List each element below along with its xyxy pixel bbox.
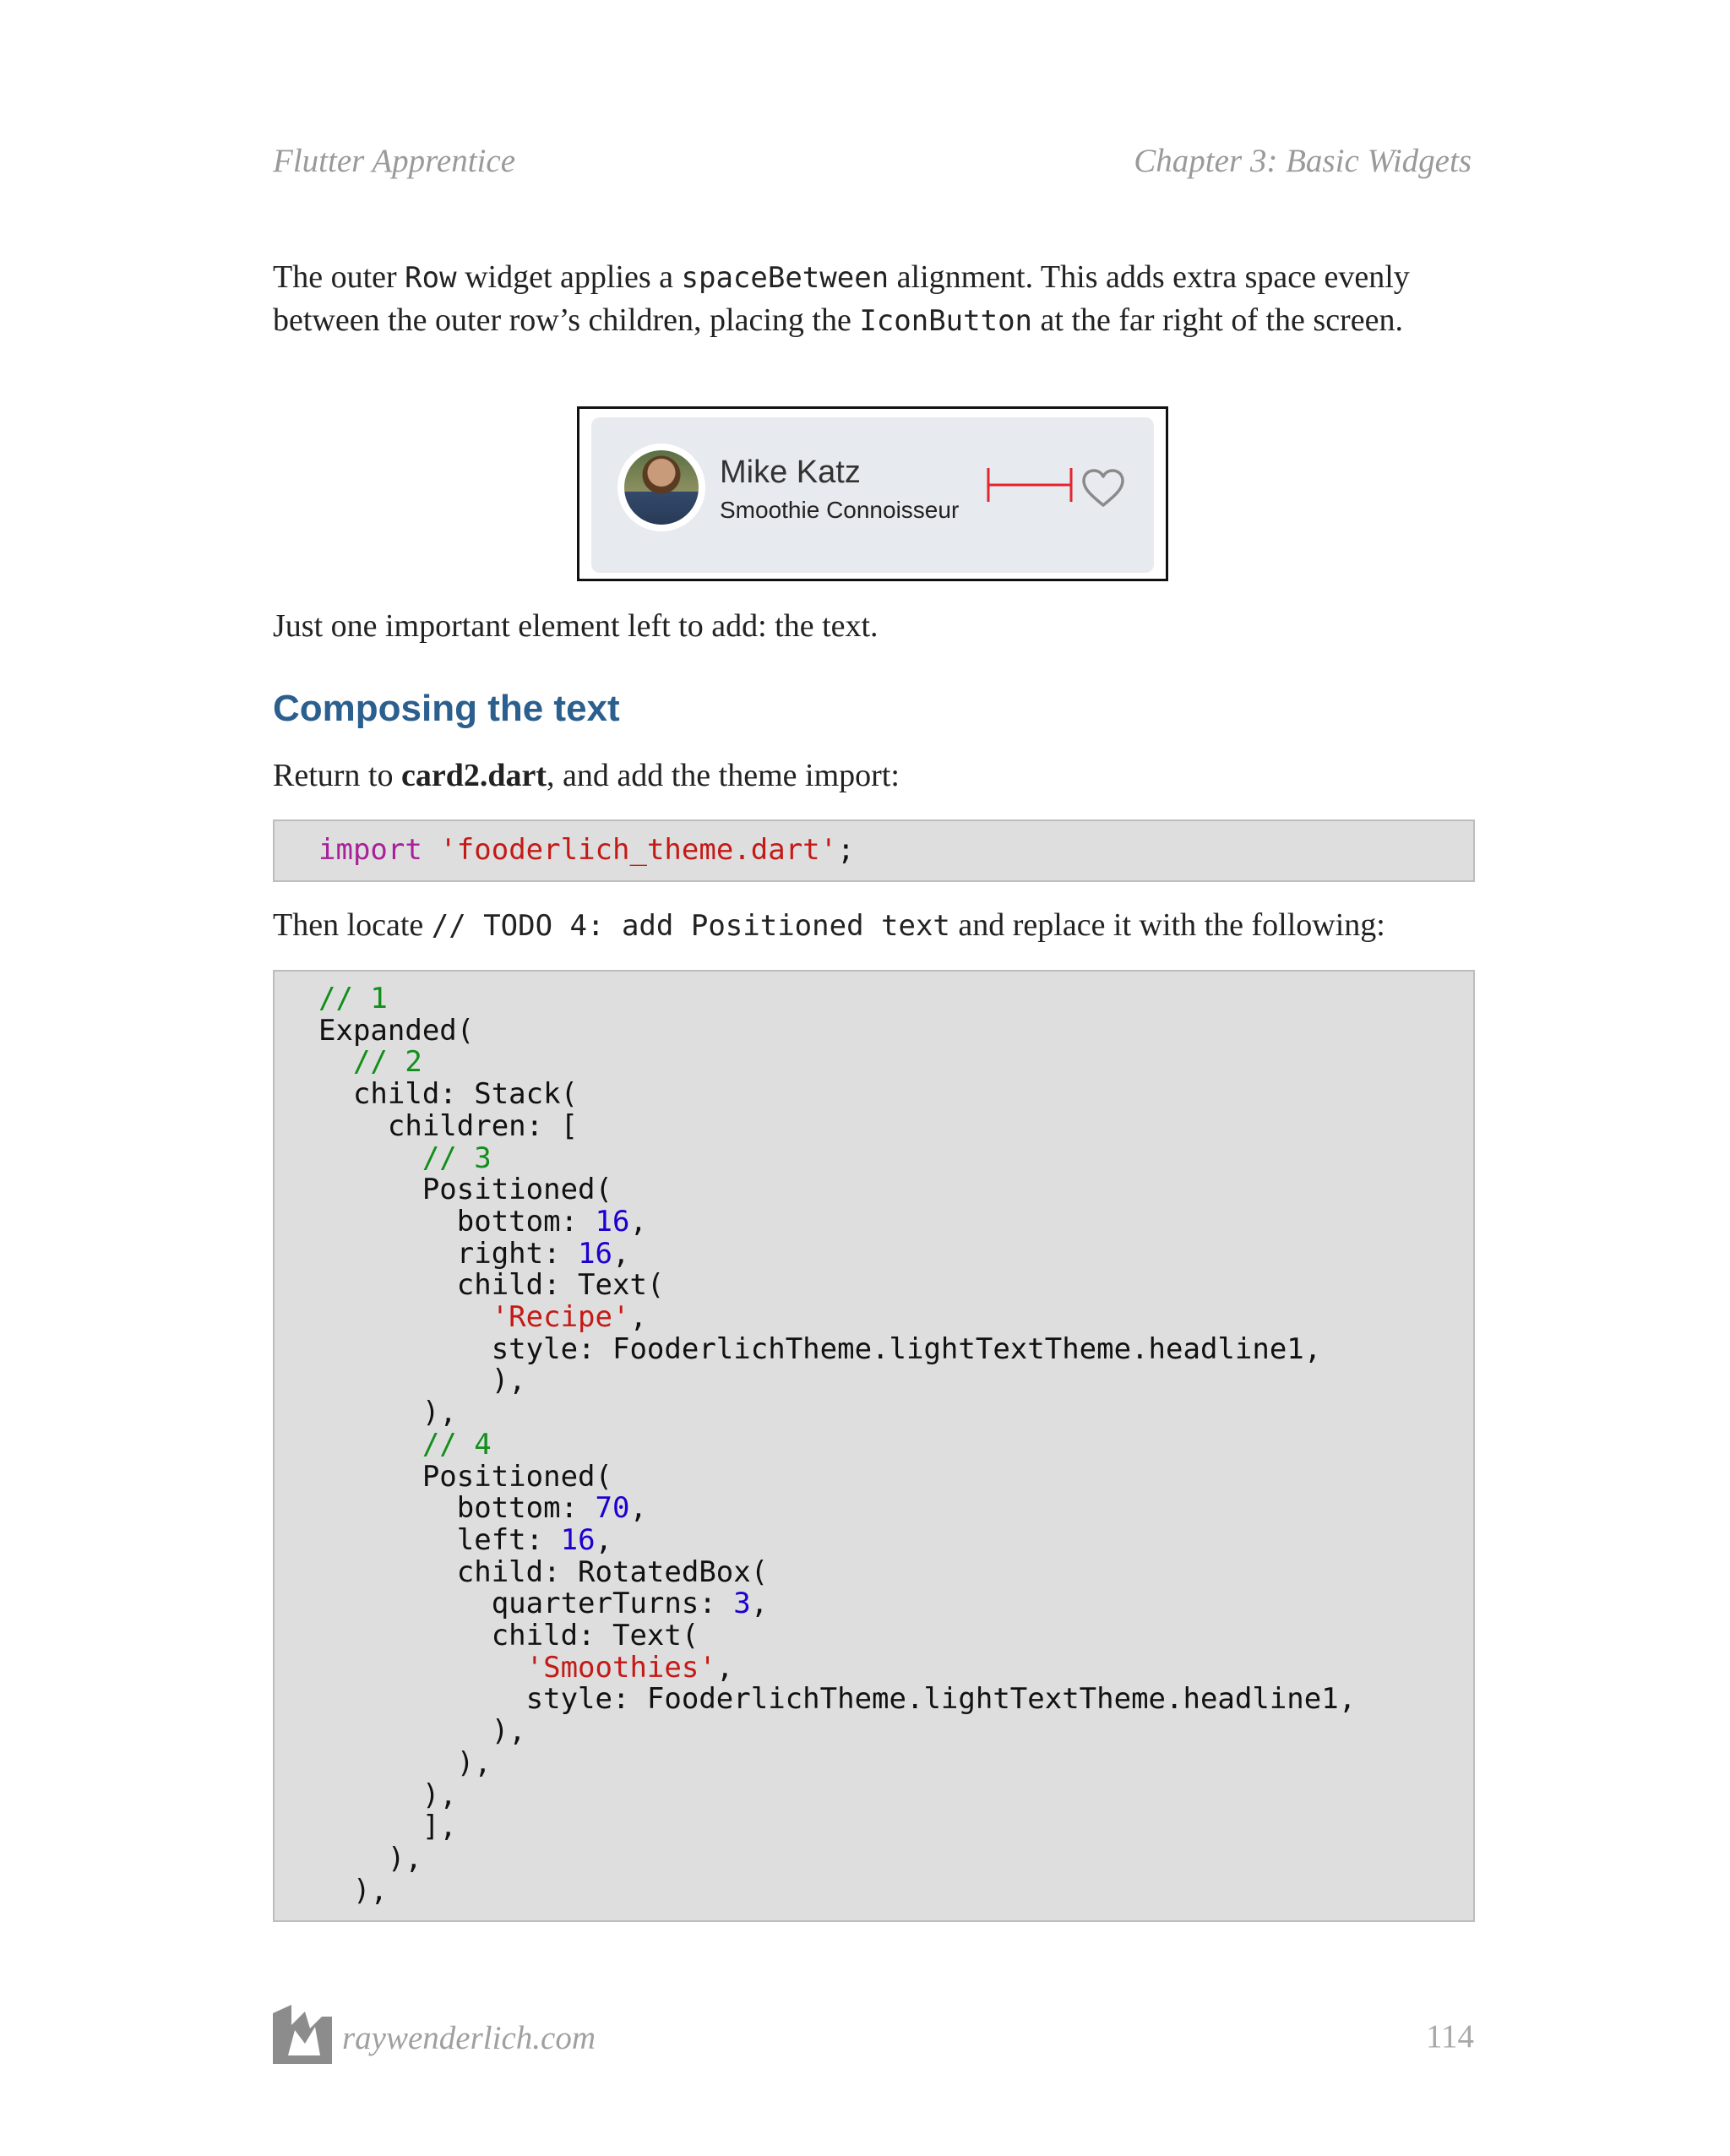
- inline-code-todo: // TODO 4: add Positioned text: [431, 909, 950, 943]
- code-number: 3: [733, 1587, 751, 1621]
- author-card: [591, 417, 1154, 573]
- code-line: left: 16,: [456, 1522, 613, 1557]
- code-comment: // 4: [422, 1427, 492, 1462]
- chapter-title: Chapter 3: Basic Widgets: [1134, 143, 1472, 179]
- code-keyword: import: [318, 833, 422, 867]
- code-line: ),: [491, 1364, 526, 1398]
- code-line: Positioned(: [422, 1459, 612, 1494]
- inline-code-iconbutton: IconButton: [859, 304, 1033, 338]
- code-line: [318, 1141, 492, 1175]
- author-title: Smoothie Connoisseur: [720, 497, 960, 523]
- text: and replace it with the following:: [949, 907, 1385, 943]
- paragraph-last-element: Just one important element left to add: the text.: [273, 608, 879, 644]
- code-number: 16: [578, 1236, 613, 1271]
- code-line: 'Recipe',: [491, 1300, 647, 1335]
- running-header: [273, 142, 1472, 193]
- code-number: 16: [560, 1522, 596, 1557]
- code-line: ),: [387, 1841, 422, 1876]
- code-string: 'Smoothies': [525, 1650, 716, 1685]
- book-title: Flutter Apprentice: [273, 143, 516, 179]
- code-line: [318, 1045, 422, 1079]
- section-heading: Composing the text: [273, 688, 620, 729]
- code-line: child: Text(: [456, 1268, 665, 1303]
- inline-code-spacebetween: spaceBetween: [681, 261, 889, 295]
- code-line: style: FooderlichTheme.lightTextTheme.headline1,: [491, 1331, 1322, 1366]
- code-line: ),: [456, 1745, 492, 1780]
- code-line: ),: [422, 1396, 457, 1430]
- code-line: [318, 1428, 492, 1462]
- footer-site: raywenderlich.com: [342, 2020, 596, 2056]
- code-line: quarterTurns: 3,: [491, 1587, 769, 1621]
- code-string: 'fooderlich_theme.dart': [439, 833, 838, 867]
- text: alignment. This adds extra space evenly between the outer row’s children, placing the: [273, 259, 1410, 338]
- figure-author-card: [577, 406, 1168, 581]
- code-line: ],: [422, 1810, 457, 1844]
- code-line: ),: [491, 1714, 526, 1749]
- author-name: Mike Katz: [720, 455, 861, 490]
- code-line: child: Text(: [491, 1619, 699, 1653]
- text: Return to: [273, 758, 401, 793]
- code-line: bottom: 70,: [456, 1491, 647, 1526]
- inline-code-row: Row: [405, 261, 457, 295]
- code-line: bottom: 16,: [456, 1204, 647, 1239]
- file-name: card2.dart: [400, 758, 547, 793]
- code-listing: [318, 983, 1356, 1907]
- code-line: 'Smoothies',: [525, 1650, 734, 1685]
- code-line: ),: [422, 1778, 457, 1812]
- paragraph-row-alignment: [273, 256, 1481, 342]
- raywenderlich-logo-icon: [273, 2005, 332, 2064]
- text: widget applies a: [456, 259, 682, 295]
- code-comment: // 3: [422, 1141, 492, 1175]
- text: , and add the theme import:: [547, 758, 900, 793]
- code-block-positioned-text: [273, 970, 1475, 1922]
- code-line: ),: [352, 1873, 388, 1908]
- code-comment: // 1: [318, 982, 388, 1015]
- avatar-ring: [617, 444, 705, 531]
- code-comment: // 2: [352, 1045, 422, 1080]
- avatar: [624, 450, 699, 525]
- code-line: child: RotatedBox(: [456, 1554, 769, 1589]
- code-line: Expanded(: [318, 1013, 475, 1048]
- code-block-import: [273, 819, 1475, 882]
- code-line: right: 16,: [456, 1236, 630, 1271]
- code-number: 16: [595, 1204, 630, 1239]
- code-import: import 'fooderlich_theme.dart';: [318, 833, 855, 867]
- paragraph-locate-todo: [273, 904, 1481, 947]
- text: The outer: [273, 259, 405, 295]
- code-line: Positioned(: [422, 1173, 612, 1207]
- page-number: 114: [1425, 2018, 1474, 2055]
- code-line: children: [: [387, 1108, 579, 1143]
- code-line: style: FooderlichTheme.lightTextTheme.headline1,: [525, 1682, 1357, 1717]
- code-number: 70: [595, 1491, 630, 1526]
- heart-outline-icon[interactable]: [1081, 468, 1125, 509]
- code-string: 'Recipe': [491, 1300, 630, 1335]
- text: at the far right of the screen.: [1032, 302, 1403, 338]
- code-line: [318, 982, 388, 1015]
- text: Then locate: [273, 907, 432, 943]
- code-line: child: Stack(: [352, 1077, 579, 1112]
- paragraph-return-to-file: [273, 754, 1481, 797]
